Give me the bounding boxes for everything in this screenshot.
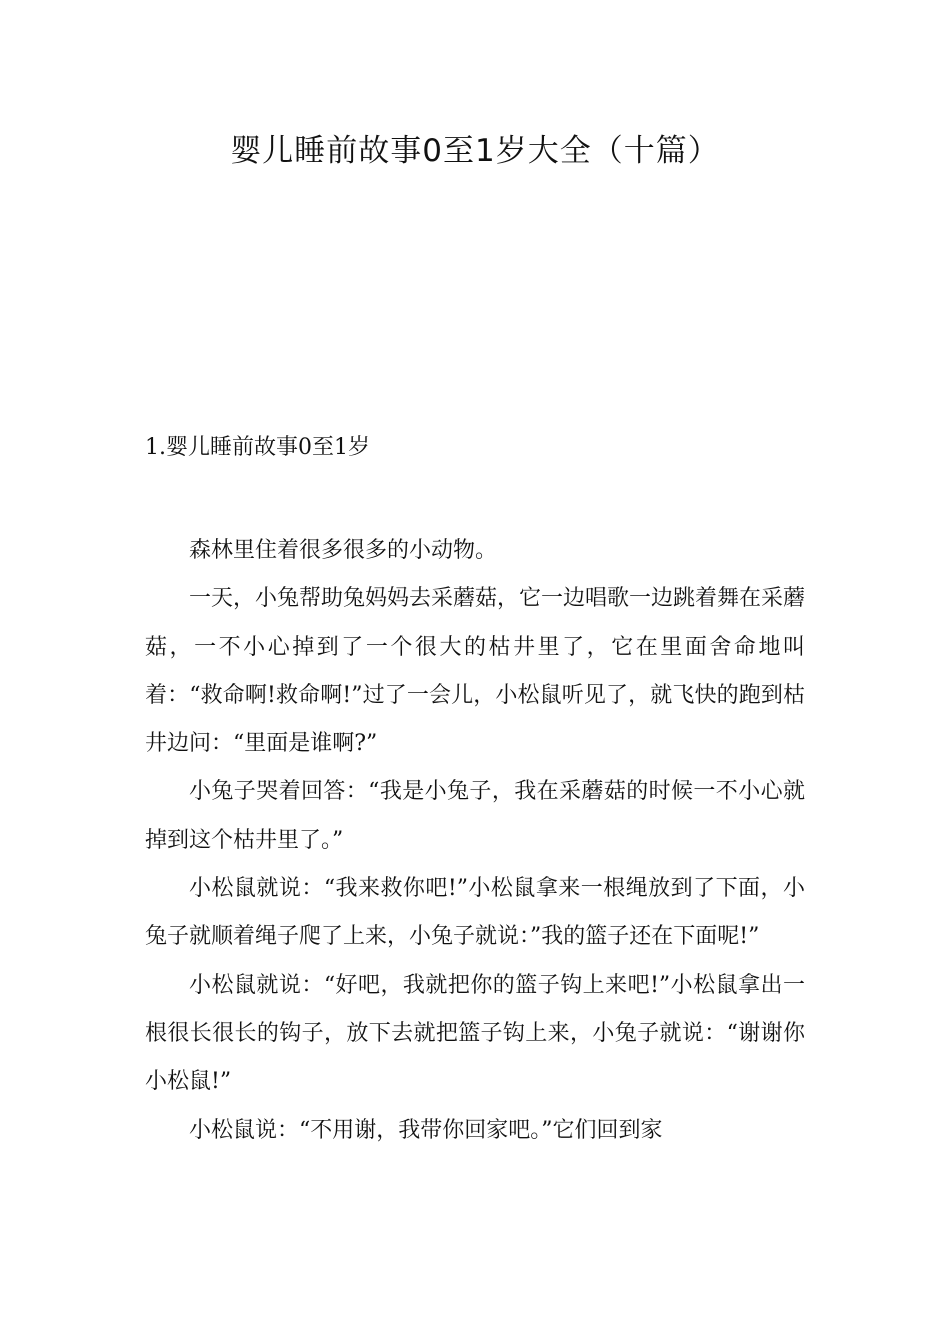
story-body bbox=[145, 527, 805, 1155]
story-paragraph: 森林里住着很多很多的小动物。 bbox=[189, 538, 498, 563]
story-paragraph: 小兔子哭着回答：“我是小兔子，我在采蘑菇的时候一不小心就掉到这个枯井里了。” bbox=[145, 779, 805, 853]
story-paragraph: 小松鼠就说：“好吧，我就把你的篮子钩上来吧!”小松鼠拿出一根很长很长的钩子，放下去就把篮子钩上来，小兔子就说：“谢谢你小松鼠!” bbox=[145, 972, 805, 1095]
story-paragraph: 一天，小兔帮助兔妈妈去采蘑菇，它一边唱歌一边跳着舞在采蘑菇，一不小心掉到了一个很大的枯井里了，它在里面舍命地叫着：“救命啊!救命啊!”过了一会儿，小松鼠听见了，就飞快的跑到枯井边问：“里面是谁啊?” bbox=[145, 586, 806, 757]
document-title: 婴儿睡前故事0至1岁大全（十篇） bbox=[230, 133, 720, 169]
section-heading: 1.婴儿睡前故事0至1岁 bbox=[145, 435, 370, 460]
story-paragraph: 小松鼠说：“不用谢，我带你回家吧。”它们回到家 bbox=[189, 1117, 663, 1143]
story-paragraph: 小松鼠就说：“我来救你吧!”小松鼠拿来一根绳放到了下面，小兔子就顺着绳子爬了上来，小兔子就说：”我的篮子还在下面呢!” bbox=[145, 876, 805, 950]
